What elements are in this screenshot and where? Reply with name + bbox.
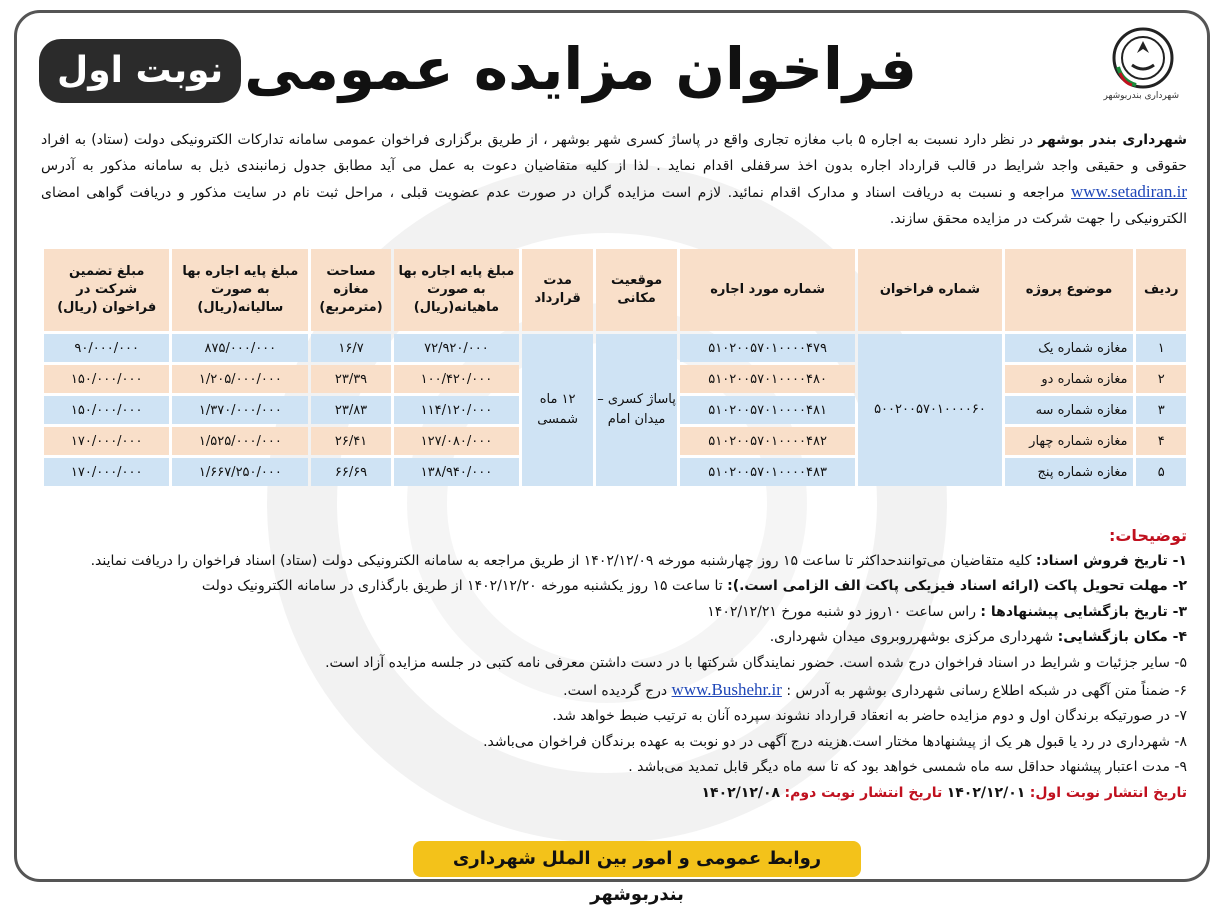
- area-cell: ۱۶/۷: [311, 334, 390, 362]
- intro-paragraph: [41, 127, 1187, 232]
- setadiran-link[interactable]: www.setadiran.ir: [1071, 182, 1187, 201]
- second-publication-label: تاریخ انتشار نوبت دوم:: [784, 784, 943, 801]
- guarantee-cell: ۱۵۰/۰۰۰/۰۰۰: [44, 396, 169, 424]
- lease-number-cell: ۵۱۰۲۰۰۵۷۰۱۰۰۰۰۴۸۳: [680, 458, 855, 486]
- publication-dates: [41, 781, 1187, 807]
- col-call-no: شماره فراخوان: [858, 249, 1001, 331]
- col-monthly: مبلغ پایه اجاره بها به صورت ماهیانه(ریال): [394, 249, 519, 331]
- table-header-row: [44, 249, 1186, 331]
- note-3: [41, 600, 1187, 626]
- area-cell: ۲۳/۳۹: [311, 365, 390, 393]
- monthly-cell: ۱۲۷/۰۸۰/۰۰۰: [394, 427, 519, 455]
- lease-number-cell: ۵۱۰۲۰۰۵۷۰۱۰۰۰۰۴۸۰: [680, 365, 855, 393]
- area-cell: ۲۶/۴۱: [311, 427, 390, 455]
- yearly-cell: ۱/۳۷۰/۰۰۰/۰۰۰: [172, 396, 308, 424]
- note-2-label: ۲- مهلت تحویل پاکت (ارائه اسناد فیزیکی پاکت الف الزامی است.):: [727, 578, 1187, 595]
- guarantee-cell: ۹۰/۰۰۰/۰۰۰: [44, 334, 169, 362]
- subject-cell: مغازه شماره یک: [1005, 334, 1134, 362]
- first-publication-date: ۱۴۰۲/۱۲/۰۱: [946, 784, 1026, 801]
- note-3-label: ۳- تاریخ بازگشایی پیشنهادها :: [980, 603, 1187, 620]
- intro-text-1: در نظر دارد نسبت به اجاره ۵ باب مغازه تجاری واقع در پاساژ کسری شهر بوشهر ، از طریق برگزاری فراخوان عمومی سامانه تدارکات الکترونیکی دولت (ستاد) به افراد حقوقی و حقیقی واجد شرایط در قالب قرارداد اجاره بدون اخذ سرقفلی اقدام نماید . لذا از کلیه متقاضیان دعوت به عمل می آید مطابق جدول زمانبندی ذیل به سامانه مذکور به آدرس: [41, 132, 1187, 174]
- page-title: فراخوان مزایده عمومی: [244, 35, 917, 103]
- header: [17, 23, 1207, 123]
- note-9: ۹- مدت اعتبار پیشنهاد حداقل سه ماه شمسی خواهد بود که تا سه ماه دیگر قابل تمدید می‌باشد .: [628, 759, 1187, 776]
- area-cell: ۲۳/۸۳: [311, 396, 390, 424]
- lease-number-cell: ۵۱۰۲۰۰۵۷۰۱۰۰۰۰۴۷۹: [680, 334, 855, 362]
- duration-cell: ۱۲ ماه شمسی: [522, 334, 593, 486]
- round-badge: نوبت اول: [39, 39, 241, 103]
- logo-caption: شهرداری بندربوشهر: [1103, 91, 1179, 101]
- area-cell: ۶۶/۶۹: [311, 458, 390, 486]
- note-4-text: شهرداری مرکزی بوشهرروبروی میدان شهرداری.: [769, 629, 1058, 646]
- note-1: [41, 549, 1187, 575]
- row-number: ۵: [1136, 458, 1186, 486]
- yearly-cell: ۱/۵۲۵/۰۰۰/۰۰۰: [172, 427, 308, 455]
- col-duration: مدت قرارداد: [522, 249, 593, 331]
- note-4-label: ۴- مکان بازگشایی:: [1057, 629, 1187, 646]
- row-number: ۴: [1136, 427, 1186, 455]
- org-name: شهرداری بندر بوشهر: [1038, 132, 1187, 148]
- municipality-logo: [1103, 27, 1179, 123]
- first-publication-label: تاریخ انتشار نوبت اول:: [1029, 784, 1187, 801]
- note-2: [41, 574, 1187, 600]
- lease-number-cell: ۵۱۰۲۰۰۵۷۰۱۰۰۰۰۴۸۱: [680, 396, 855, 424]
- row-number: ۲: [1136, 365, 1186, 393]
- col-lease-no: شماره مورد اجاره: [680, 249, 855, 331]
- note-3-text: راس ساعت ۱۰روز دو شنبه مورخ ۱۴۰۲/۱۲/۲۱: [707, 603, 981, 620]
- monthly-cell: ۱۱۴/۱۲۰/۰۰۰: [394, 396, 519, 424]
- yearly-cell: ۱/۶۶۷/۲۵۰/۰۰۰: [172, 458, 308, 486]
- col-subject: موضوع پروژه: [1005, 249, 1134, 331]
- col-yearly: مبلغ پایه اجاره بها به صورت سالیانه(ریال): [172, 249, 308, 331]
- note-8: ۸- شهرداری در رد یا قبول هر یک از پیشنهادها مختار است.هزینه درج آگهی در دو نوبت به عهده برندگان فراخوان می‌باشد.: [483, 733, 1187, 750]
- col-area: مساحت مغازه (مترمربع): [311, 249, 390, 331]
- notes-title: توضیحات:: [1108, 526, 1187, 545]
- guarantee-cell: ۱۷۰/۰۰۰/۰۰۰: [44, 458, 169, 486]
- col-row: ردیف: [1136, 249, 1186, 331]
- auction-table: [41, 246, 1189, 489]
- lease-number-cell: ۵۱۰۲۰۰۵۷۰۱۰۰۰۰۴۸۲: [680, 427, 855, 455]
- note-1-label: ۱- تاریخ فروش اسناد:: [1035, 552, 1187, 569]
- note-5: ۵- سایر جزئیات و شرایط در اسناد فراخوان درج شده است. حضور نمایندگان شرکتها با در دست داشتن معرفی نامه کتبی در جلسه مزایده آزاد است.: [325, 654, 1187, 671]
- subject-cell: مغازه شماره پنج: [1005, 458, 1134, 486]
- note-2-text: تا ساعت ۱۵ روز یکشنبه مورخه ۱۴۰۲/۱۲/۲۰ از طریق بارگذاری در سامانه الکترونیک دولت: [201, 578, 728, 595]
- note-6-suffix: درج گردیده است.: [563, 682, 672, 699]
- footer-banner: روابط عمومی و امور بین الملل شهرداری بندربوشهر: [413, 841, 861, 877]
- note-1-text: کلیه متقاضیان می‌توانندحداکثر تا ساعت ۱۵ روز چهارشنبه مورخه ۱۴۰۲/۱۲/۰۹ از طریق مراجعه به سامانه الکترونیکی دولت (ستاد) اسناد فراخوان را دریافت نمایند.: [90, 552, 1036, 569]
- monthly-cell: ۱۳۸/۹۴۰/۰۰۰: [394, 458, 519, 486]
- note-4: [41, 625, 1187, 651]
- call-number-cell: ۵۰۰۲۰۰۵۷۰۱۰۰۰۰۶۰: [858, 334, 1001, 486]
- bushehr-link[interactable]: www.Bushehr.ir: [671, 679, 782, 699]
- guarantee-cell: ۱۵۰/۰۰۰/۰۰۰: [44, 365, 169, 393]
- monthly-cell: ۱۰۰/۴۲۰/۰۰۰: [394, 365, 519, 393]
- row-number: ۳: [1136, 396, 1186, 424]
- subject-cell: مغازه شماره دو: [1005, 365, 1134, 393]
- col-guarantee: مبلغ تضمین شرکت در فراخوان (ریال): [44, 249, 169, 331]
- row-number: ۱: [1136, 334, 1186, 362]
- subject-cell: مغازه شماره سه: [1005, 396, 1134, 424]
- note-6: [41, 677, 1187, 705]
- monthly-cell: ۷۲/۹۲۰/۰۰۰: [394, 334, 519, 362]
- col-location: موقعیت مکانی: [596, 249, 677, 331]
- yearly-cell: ۸۷۵/۰۰۰/۰۰۰: [172, 334, 308, 362]
- subject-cell: مغازه شماره چهار: [1005, 427, 1134, 455]
- location-cell: پاساژ کسری – میدان امام: [596, 334, 677, 486]
- yearly-cell: ۱/۲۰۵/۰۰۰/۰۰۰: [172, 365, 308, 393]
- note-7: ۷- در صورتیکه برندگان اول و دوم مزایده حاضر به انعقاد قرارداد نشوند سپرده آنان به ترتیب ضبط خواهد شد.: [552, 708, 1187, 725]
- table-row: [44, 334, 1186, 362]
- notes-section: [41, 523, 1187, 807]
- note-6-text: ۶- ضمناً متن آگهی در شبکه اطلاع رسانی شهرداری بوشهر به آدرس :: [781, 682, 1187, 699]
- second-publication-date: ۱۴۰۲/۱۲/۰۸: [701, 784, 781, 801]
- intro-text-2: مراجعه و نسبت به دریافت اسناد و مدارک اقدام نمائید. لازم است مزایده گران در صورت عدم عضویت قبلی ، مراحل ثبت نام در سایت مذکور و دریافت گواهی امضای الکترونیکی را جهت شرکت در مزایده محقق سازند.: [41, 185, 1187, 227]
- notice-frame: [14, 10, 1210, 905]
- emblem-icon: [1112, 27, 1174, 89]
- guarantee-cell: ۱۷۰/۰۰۰/۰۰۰: [44, 427, 169, 455]
